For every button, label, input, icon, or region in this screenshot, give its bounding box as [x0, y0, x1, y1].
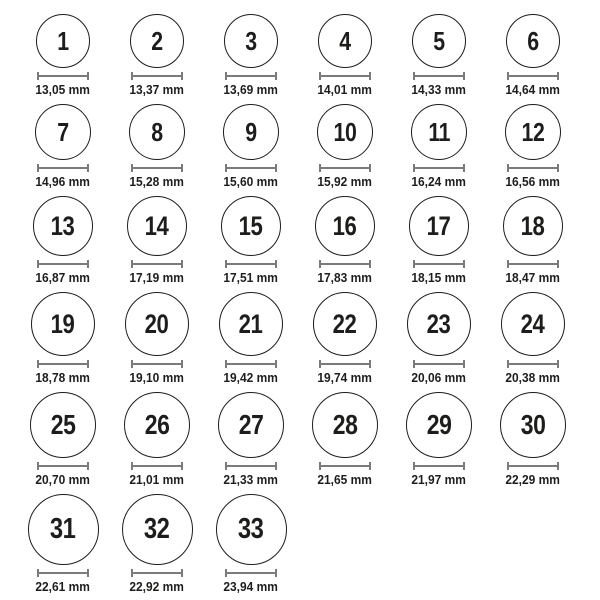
size-item — [486, 14, 580, 97]
diameter-label: 21,01 mm — [129, 472, 185, 487]
diameter-measure-line — [37, 164, 89, 172]
size-item — [204, 14, 298, 97]
size-item — [392, 196, 486, 285]
size-item — [486, 292, 580, 385]
diameter-measure-line — [37, 72, 89, 80]
size-item — [298, 104, 392, 189]
diameter-measure-line — [131, 360, 183, 368]
size-circle — [36, 14, 90, 68]
size-circle — [409, 196, 469, 256]
diameter-measure-line — [507, 260, 559, 268]
size-item — [16, 494, 110, 594]
diameter-measure-line — [131, 164, 183, 172]
diameter-label: 14,33 mm — [411, 82, 467, 97]
size-item — [110, 104, 204, 189]
diameter-measure-line — [507, 164, 559, 172]
size-row — [16, 14, 600, 97]
size-item — [16, 292, 110, 385]
diameter-measure-line — [225, 462, 277, 470]
size-number: 33 — [238, 513, 264, 545]
size-item — [298, 196, 392, 285]
size-item — [486, 392, 580, 487]
diameter-label: 22,29 mm — [505, 472, 561, 487]
size-item — [392, 292, 486, 385]
diameter-label: 16,24 mm — [411, 174, 467, 189]
size-row — [16, 494, 600, 594]
size-item — [486, 104, 580, 189]
size-circle — [122, 494, 193, 565]
diameter-measure-line — [225, 360, 277, 368]
diameter-label: 14,01 mm — [317, 82, 373, 97]
diameter-measure-line — [37, 462, 89, 470]
size-circle — [31, 292, 95, 356]
size-circle — [313, 292, 377, 356]
size-number: 16 — [333, 210, 357, 241]
size-circle — [125, 292, 189, 356]
size-item — [110, 14, 204, 97]
size-row — [16, 104, 600, 189]
size-circle — [506, 14, 560, 68]
diameter-label: 14,96 mm — [35, 174, 91, 189]
size-item — [204, 392, 298, 487]
size-number: 24 — [521, 308, 545, 339]
diameter-measure-line — [507, 72, 559, 80]
size-circle — [318, 14, 372, 68]
diameter-measure-line — [413, 260, 465, 268]
size-item — [298, 292, 392, 385]
size-circle — [406, 392, 472, 458]
diameter-label: 14,64 mm — [505, 82, 561, 97]
size-item — [392, 104, 486, 189]
diameter-measure-line — [131, 72, 183, 80]
diameter-measure-line — [131, 260, 183, 268]
size-number: 13 — [51, 210, 75, 241]
size-item — [392, 14, 486, 97]
diameter-measure-line — [413, 360, 465, 368]
diameter-label: 19,74 mm — [317, 370, 373, 385]
size-circle — [407, 292, 471, 356]
size-circle — [221, 196, 281, 256]
size-item — [16, 14, 110, 97]
diameter-label: 17,19 mm — [129, 270, 185, 285]
size-item — [16, 196, 110, 285]
size-circle — [216, 494, 287, 565]
size-circle — [505, 104, 561, 160]
size-number: 29 — [426, 409, 452, 440]
size-item — [16, 392, 110, 487]
diameter-label: 15,92 mm — [317, 174, 373, 189]
diameter-label: 22,61 mm — [35, 579, 91, 594]
diameter-measure-line — [319, 260, 371, 268]
diameter-label: 19,42 mm — [223, 370, 279, 385]
size-number: 21 — [239, 308, 263, 339]
size-item — [204, 196, 298, 285]
size-circle — [127, 196, 187, 256]
diameter-measure-line — [225, 164, 277, 172]
size-number: 12 — [521, 117, 545, 147]
size-circle — [124, 392, 190, 458]
diameter-label: 21,33 mm — [223, 472, 279, 487]
size-item — [110, 196, 204, 285]
diameter-measure-line — [319, 164, 371, 172]
size-item — [392, 392, 486, 487]
diameter-label: 17,51 mm — [223, 270, 279, 285]
size-row — [16, 196, 600, 285]
diameter-measure-line — [37, 360, 89, 368]
size-number: 1 — [57, 26, 69, 56]
diameter-measure-line — [507, 462, 559, 470]
size-row — [16, 292, 600, 385]
size-number: 25 — [50, 409, 76, 440]
size-number: 31 — [50, 513, 76, 545]
size-number: 5 — [433, 26, 445, 56]
diameter-label: 13,05 mm — [35, 82, 91, 97]
diameter-label: 20,70 mm — [35, 472, 91, 487]
diameter-measure-line — [507, 360, 559, 368]
diameter-label: 18,47 mm — [505, 270, 561, 285]
size-number: 20 — [145, 308, 169, 339]
diameter-measure-line — [37, 260, 89, 268]
size-number: 30 — [520, 409, 546, 440]
size-number: 11 — [428, 117, 450, 147]
diameter-measure-line — [319, 360, 371, 368]
size-circle — [312, 392, 378, 458]
size-circle — [317, 104, 373, 160]
diameter-measure-line — [413, 72, 465, 80]
diameter-label: 18,15 mm — [411, 270, 467, 285]
size-number: 19 — [51, 308, 75, 339]
size-circle — [35, 104, 91, 160]
size-circle — [412, 14, 466, 68]
size-circle — [28, 494, 99, 565]
size-number: 28 — [332, 409, 358, 440]
diameter-measure-line — [319, 72, 371, 80]
size-circle — [411, 104, 467, 160]
diameter-label: 22,92 mm — [129, 579, 185, 594]
size-number: 22 — [333, 308, 357, 339]
diameter-label: 15,60 mm — [223, 174, 279, 189]
size-item — [204, 104, 298, 189]
size-number: 9 — [245, 117, 257, 147]
size-circle — [223, 104, 279, 160]
diameter-label: 20,38 mm — [505, 370, 561, 385]
size-number: 8 — [151, 117, 163, 147]
size-number: 2 — [151, 26, 163, 56]
diameter-label: 13,37 mm — [129, 82, 185, 97]
diameter-measure-line — [225, 569, 277, 577]
diameter-measure-line — [319, 462, 371, 470]
size-number: 18 — [521, 210, 545, 241]
diameter-label: 16,56 mm — [505, 174, 561, 189]
diameter-label: 19,10 mm — [129, 370, 185, 385]
diameter-measure-line — [225, 260, 277, 268]
size-item — [204, 292, 298, 385]
size-circle — [315, 196, 375, 256]
size-number: 26 — [144, 409, 170, 440]
size-item — [110, 392, 204, 487]
diameter-measure-line — [37, 569, 89, 577]
size-item — [298, 392, 392, 487]
size-number: 15 — [239, 210, 263, 241]
diameter-measure-line — [131, 462, 183, 470]
size-circle — [30, 392, 96, 458]
size-circle — [130, 14, 184, 68]
size-row — [16, 392, 600, 487]
diameter-label: 15,28 mm — [129, 174, 185, 189]
size-number: 7 — [57, 117, 69, 147]
size-item — [110, 292, 204, 385]
size-number: 14 — [145, 210, 169, 241]
size-circle — [219, 292, 283, 356]
size-item — [486, 196, 580, 285]
diameter-measure-line — [413, 462, 465, 470]
diameter-label: 16,87 mm — [35, 270, 91, 285]
diameter-label: 23,94 mm — [223, 579, 279, 594]
size-circle — [33, 196, 93, 256]
size-number: 27 — [238, 409, 264, 440]
size-number: 4 — [339, 26, 351, 56]
diameter-measure-line — [225, 72, 277, 80]
size-item — [298, 14, 392, 97]
size-circle — [129, 104, 185, 160]
size-number: 23 — [427, 308, 451, 339]
diameter-label: 20,06 mm — [411, 370, 467, 385]
size-item — [110, 494, 204, 594]
size-circle — [218, 392, 284, 458]
size-circle — [224, 14, 278, 68]
diameter-label: 18,78 mm — [35, 370, 91, 385]
size-circle — [500, 392, 566, 458]
diameter-label: 21,97 mm — [411, 472, 467, 487]
diameter-measure-line — [413, 164, 465, 172]
size-number: 32 — [144, 513, 170, 545]
size-number: 6 — [527, 26, 539, 56]
size-item — [16, 104, 110, 189]
size-number: 3 — [245, 26, 257, 56]
diameter-measure-line — [131, 569, 183, 577]
size-number: 17 — [427, 210, 451, 241]
diameter-label: 13,69 mm — [223, 82, 279, 97]
diameter-label: 17,83 mm — [317, 270, 373, 285]
size-number: 10 — [333, 117, 357, 147]
size-circle — [501, 292, 565, 356]
diameter-label: 21,65 mm — [317, 472, 373, 487]
size-circle — [503, 196, 563, 256]
size-item — [204, 494, 298, 594]
